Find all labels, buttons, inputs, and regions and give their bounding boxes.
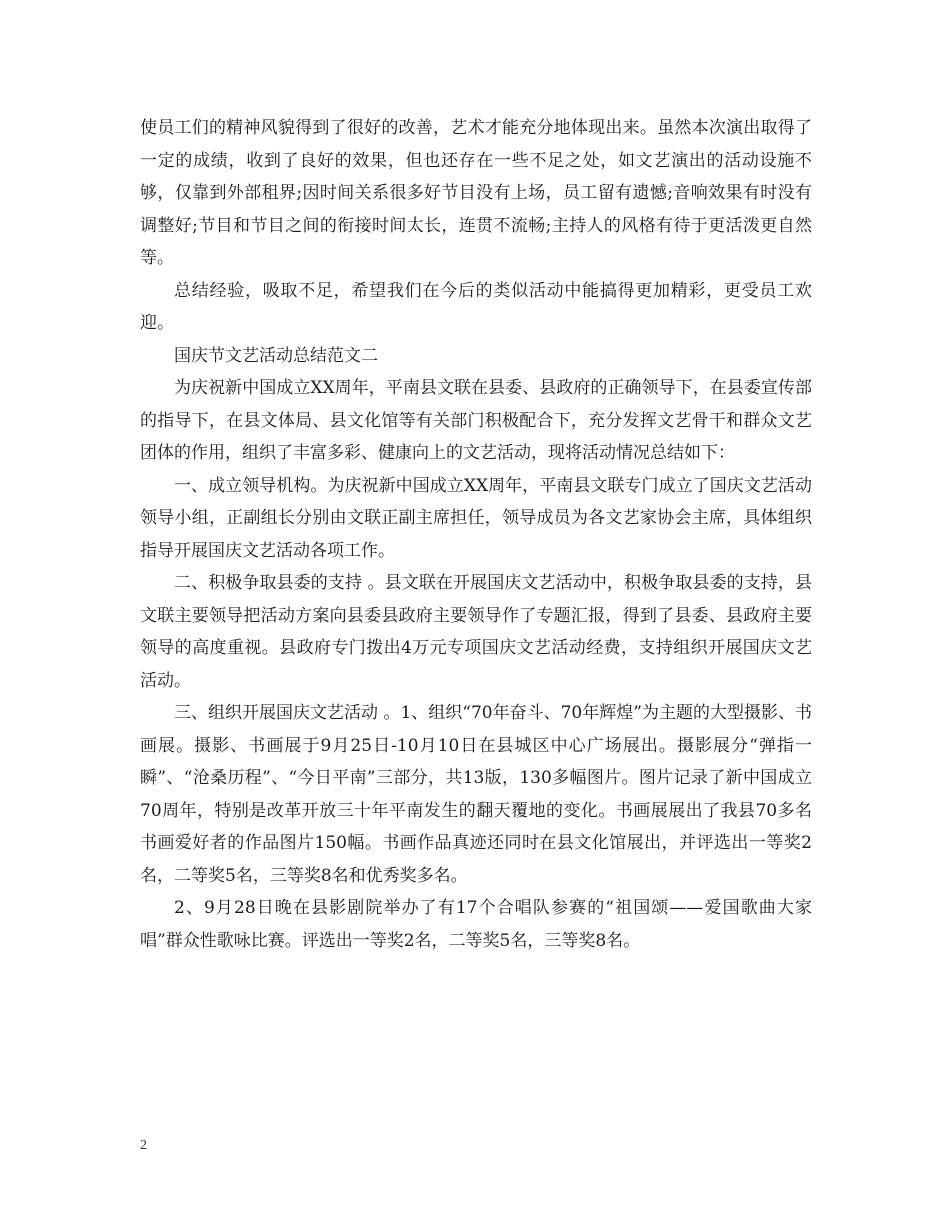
paragraph-point-three: 三、组织开展国庆文艺活动 。1、组织“70年奋斗、70年辉煌”为主题的大型摄影、书画展。摄影、书画展于9月25日-10月10日在县城区中心广场展出。摄影展分“弹指一瞬”、“沧桑历程”、“今日平南”三部分，共13版，130多幅图片。图片记录了新中国成立70周年，特别是改革开放三十年平南发生的翻天覆地的变化。书画展展出了我县70多名书画爱好者的作品图片150幅。书画作品真迹还同时在县文化馆展出，并评选出一等奖2名，二等奖5名，三等奖8名和优秀奖多名。	[140, 703, 812, 886]
paragraph-point-one: 一、成立领导机构。为庆祝新中国成立XX周年，平南县文联专门成立了国庆文艺活动领导小组，正副组长分别由文联正副主席担任，领导成员为各文艺家协会主席，具体组织指导开展国庆文艺活动各项工作。	[140, 475, 812, 561]
section-heading: 国庆节文艺活动总结范文二	[174, 345, 378, 366]
paragraph-continuation: 使员工们的精神风貌得到了很好的改善，艺术才能充分地体现出来。虽然本次演出取得了一定的成绩，收到了良好的效果，但也还存在一些不足之处，如文艺演出的活动设施不够，仅靠到外部租界;因时间关系很多好节目没有上场，员工留有遗憾;音响效果有时没有调整好;节目和节目之间的衔接时间太长，连贯不流畅;主持人的风格有待于更活泼更自然等。	[140, 118, 812, 268]
document-body	[140, 112, 812, 957]
paragraph-item-two: 2、9月28日晚在县影剧院举办了有17个合唱队参赛的“祖国颂——爱国歌曲大家唱”群众性歌咏比赛。评选出一等奖2名，二等奖5名，三等奖8名。	[140, 898, 812, 951]
paragraph-point-two: 二、积极争取县委的支持 。县文联在开展国庆文艺活动中，积极争取县委的支持，县文联主要领导把活动方案向县委县政府主要领导作了专题汇报，得到了县委、县政府主要领导的高度重视。县政府专门拨出4万元专项国庆文艺活动经费，支持组织开展国庆文艺活动。	[140, 573, 812, 691]
page-number: 2	[140, 1138, 147, 1153]
paragraph-intro: 为庆祝新中国成立XX周年，平南县文联在县委、县政府的正确领导下，在县委宣传部的指导下，在县文体局、县文化馆等有关部门积极配合下，充分发挥文艺骨干和群众文艺团体的作用，组织了丰富多彩、健康向上的文艺活动，现将活动情况总结如下：	[140, 378, 812, 463]
paragraph-summary: 总结经验，吸取不足，希望我们在今后的类似活动中能搞得更加精彩，更受员工欢迎。	[140, 280, 812, 333]
